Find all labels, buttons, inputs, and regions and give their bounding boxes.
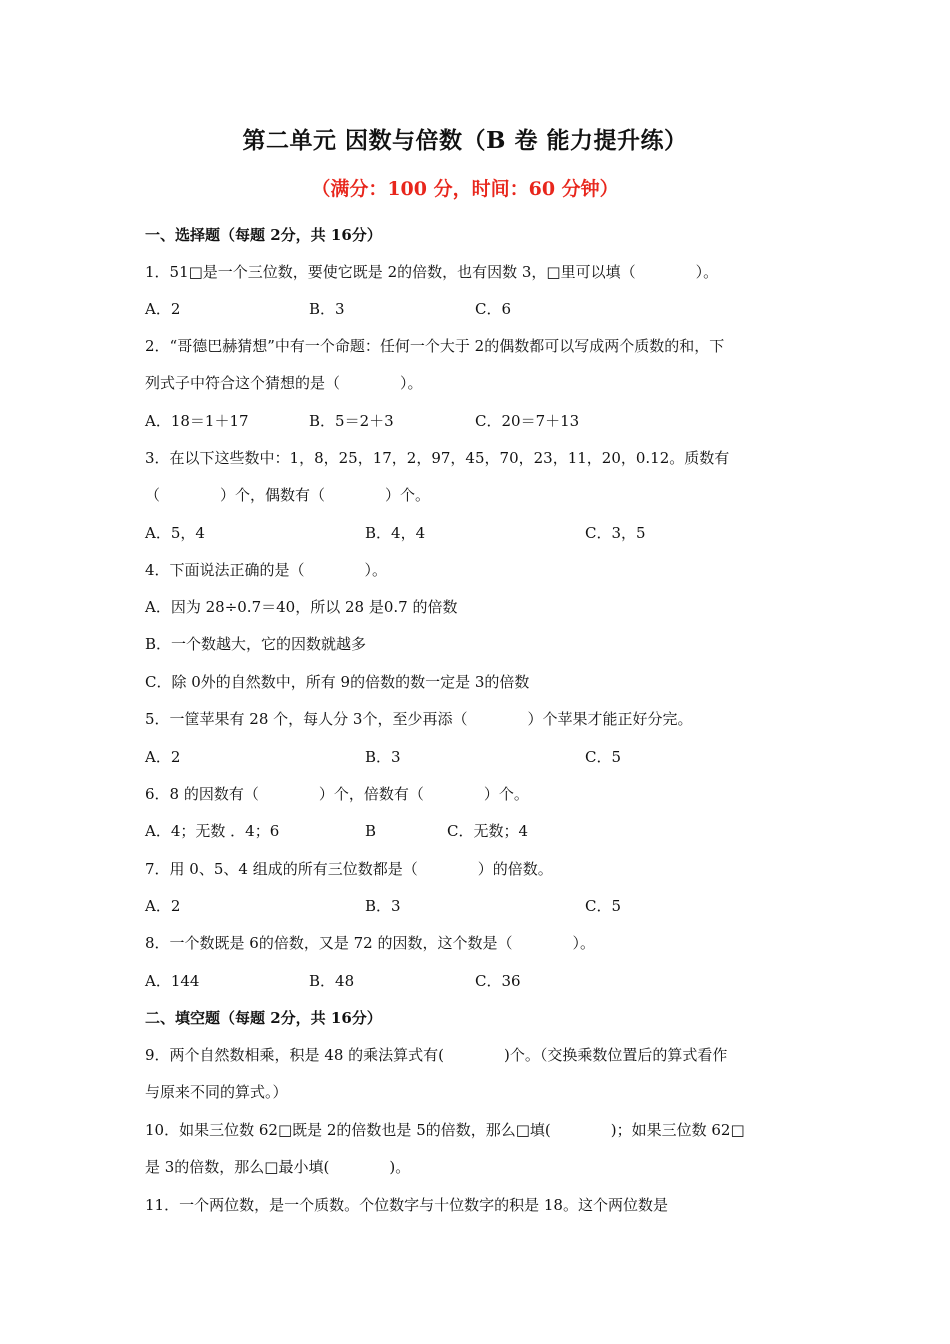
page-subtitle: （满分：100 分，时间：60 分钟） [311,178,619,200]
question-10-stem-line2: 是 3的倍数，那么□最小填( )。 [145,1158,411,1176]
question-4-option-c: C．除 0外的自然数中，所有 9的倍数的数一定是 3的倍数 [145,673,530,691]
option-c: C．5 [585,748,622,766]
question-9-stem-line2: 与原来不同的算式。） [145,1083,288,1101]
question-5-stem: 5．一筐苹果有 28 个，每人分 3个，至少再添（ ）个苹果才能正好分完。 [145,710,693,728]
question-10-stem-line1: 10．如果三位数 62□既是 2的倍数也是 5的倍数，那么□填( )；如果三位数 62□ [145,1121,745,1139]
option-a: A．2 [145,897,181,915]
option-c: C．36 [475,972,521,990]
question-6-stem: 6．8 的因数有（ ）个，倍数有（ ）个。 [145,785,529,803]
option-c: C．5 [585,897,622,915]
option-a: A．18＝1＋17 [145,412,249,430]
option-b: B．5＝2＋3 [309,412,394,430]
question-7-options [145,896,805,916]
question-3-options [145,523,805,543]
question-9-stem-line1: 9．两个自然数相乘，积是 48 的乘法算式有( )个。（交换乘数位置后的算式看作 [145,1046,728,1064]
section-heading-choice: 一、选择题（每题 2分，共 16分） [145,226,382,244]
option-b: B．3 [365,748,401,766]
question-2-stem-line2: 列式子中符合这个猜想的是（ ）。 [145,374,423,392]
option-b: B．48 [309,972,355,990]
question-4-option-a: A．因为 28÷0.7＝40，所以 28 是0.7 的倍数 [145,598,458,616]
question-1-stem: 1．51□是一个三位数，要使它既是 2的倍数，也有因数 3，□里可以填（ ）。 [145,263,719,281]
option-b: B．3 [309,300,345,318]
question-8-options [145,971,805,991]
question-3-stem-line2: （ ）个，偶数有（ ）个。 [145,486,431,504]
question-7-stem: 7．用 0、5、4 组成的所有三位数都是（ ）的倍数。 [145,860,553,878]
option-c: C．20＝7＋13 [475,412,580,430]
question-4-option-b: B．一个数越大，它的因数就越多 [145,635,367,653]
question-11-stem: 11．一个两位数，是一个质数。个位数字与十位数字的积是 18。这个两位数是 [145,1196,668,1214]
option-b: B [365,822,377,840]
page-title: 第二单元 因数与倍数（B 卷 能力提升练） [242,127,688,154]
option-b: B．4，4 [365,524,426,542]
option-a: A．2 [145,300,181,318]
section-heading-fill-blank: 二、填空题（每题 2分，共 16分） [145,1009,382,1027]
option-b: B．3 [365,897,401,915]
option-a: A．5，4 [145,524,205,542]
question-4-stem: 4．下面说法正确的是（ ）。 [145,561,388,579]
question-2-options [145,411,805,431]
option-c: C．6 [475,300,512,318]
option-a: A．2 [145,748,181,766]
question-5-options [145,747,805,767]
question-1-options [145,299,805,319]
question-8-stem: 8．一个数既是 6的倍数，又是 72 的因数，这个数是（ ）。 [145,934,595,952]
option-c: C．无数；4 [447,822,529,840]
question-2-stem-line1: 2．“哥德巴赫猜想”中有一个命题：任何一个大于 2的偶数都可以写成两个质数的和，下 [145,337,725,355]
question-6-options [145,821,805,841]
option-c: C．3，5 [585,524,646,542]
option-a: A．4；无数 ．4；6 [145,822,280,840]
question-3-stem-line1: 3．在以下这些数中：1，8，25，17，2，97，45，70，23，11，20，0.12。质数有 [145,449,730,467]
option-a: A．144 [145,972,200,990]
